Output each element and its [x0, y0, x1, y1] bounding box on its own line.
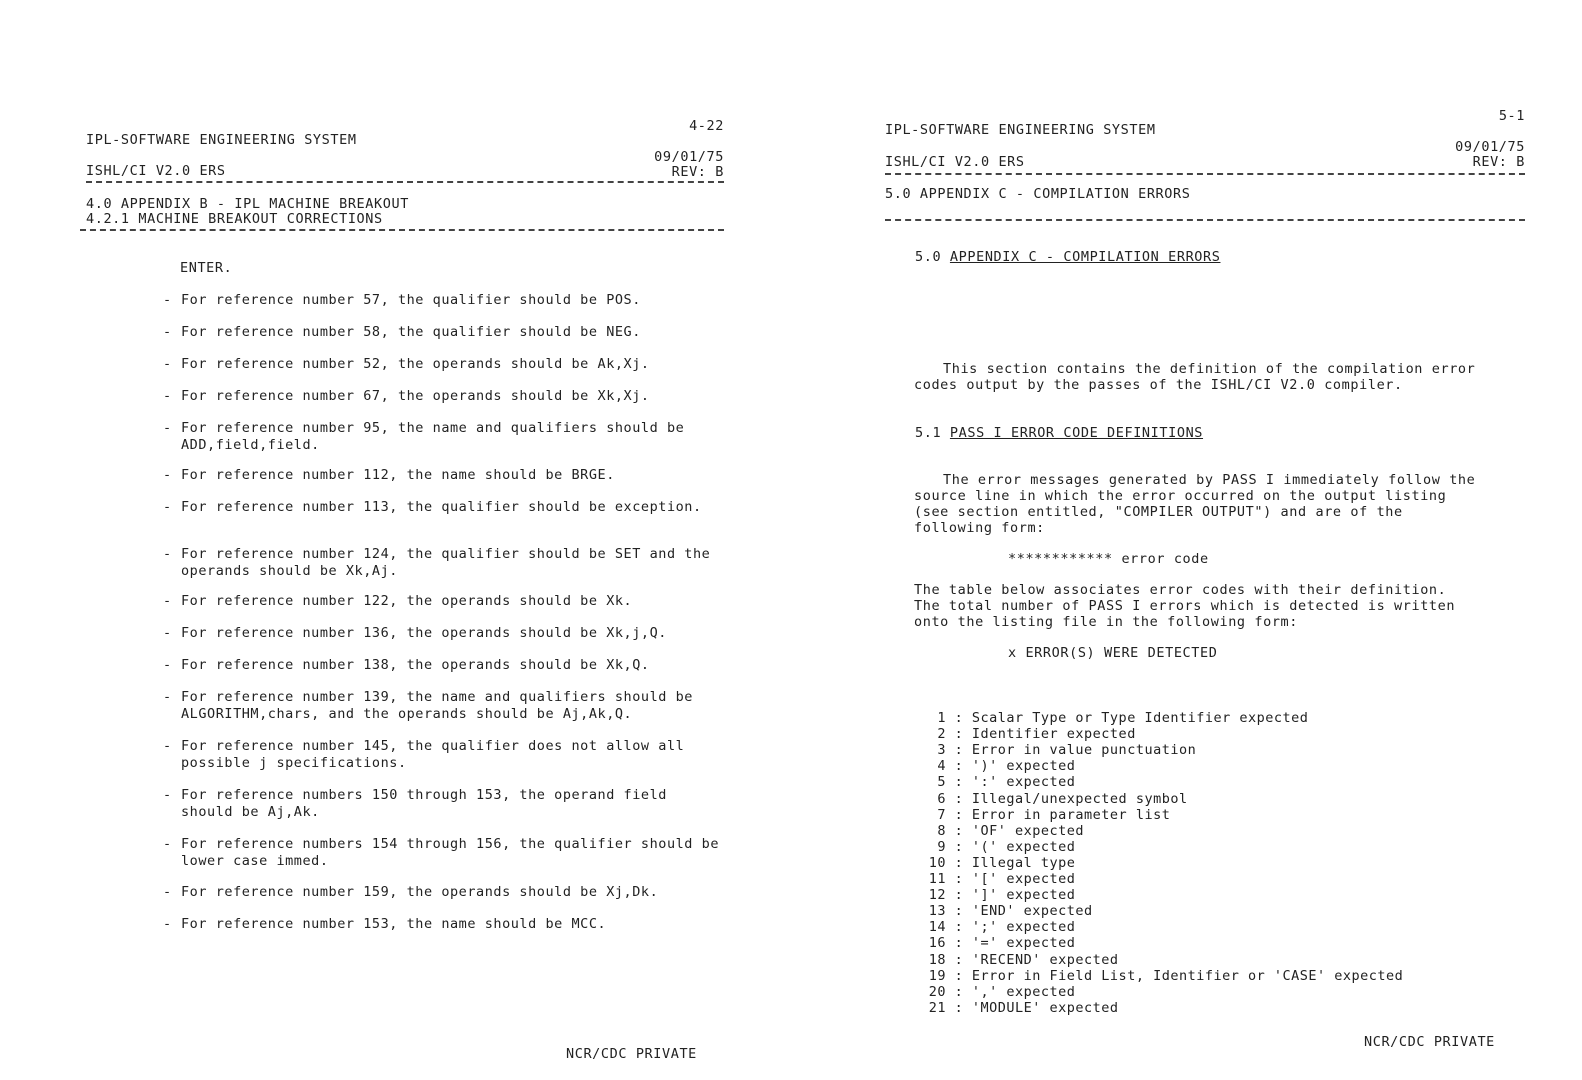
error-code-row	[922, 791, 1188, 807]
separator: :	[946, 854, 972, 871]
error-code-row	[922, 935, 1075, 951]
list-item: - For reference numbers 150 through 153, the operand field should be Aj,Ak.	[163, 787, 667, 820]
error-code-row	[922, 839, 1075, 855]
list-item: - For reference number 139, the name and qualifiers should be ALGORITHM,chars, and the operands should be Aj,Ak,Q.	[163, 689, 693, 722]
list-item-text: For reference number 67, the operands should be Xk,Xj.	[181, 388, 650, 404]
separator: :	[946, 838, 972, 855]
error-code-row	[922, 871, 1075, 887]
error-code-text: '=' expected	[971, 935, 1076, 952]
error-code-row	[922, 968, 1403, 984]
error-code-text: '[' expected	[971, 871, 1076, 887]
detected-example: x ERROR(S) WERE DETECTED	[1008, 645, 1218, 661]
list-item-text: For reference number 57, the qualifier should be POS.	[181, 292, 641, 308]
page-number: 5-1	[1498, 108, 1525, 124]
subsection-heading	[915, 425, 1203, 441]
separator: :	[946, 951, 972, 968]
error-code-text: Identifier expected	[971, 726, 1136, 743]
error-code-number: 16	[928, 935, 946, 952]
error-code-number: 21	[928, 999, 946, 1016]
error-code-number: 1	[937, 710, 946, 726]
separator: :	[946, 887, 972, 904]
error-code-text: ',' expected	[971, 983, 1076, 1000]
error-code-row	[922, 774, 1075, 790]
section-line: 4.0 APPENDIX B - IPL MACHINE BREAKOUT	[86, 196, 409, 212]
error-code-number: 9	[937, 838, 946, 855]
paragraph-line: onto the listing file in the following form:	[914, 614, 1299, 630]
revision: REV: B	[671, 164, 724, 180]
separator: :	[946, 774, 972, 791]
separator: :	[946, 967, 972, 984]
list-item-text: For reference number 58, the qualifier should be NEG.	[181, 324, 641, 340]
separator: :	[946, 822, 972, 839]
error-code-text: '(' expected	[971, 838, 1076, 855]
list-item-text: For reference numbers 154 through 156, the qualifier should be lower case immed.	[181, 836, 720, 869]
list-item: - For reference number 153, the name should be MCC.	[163, 916, 607, 932]
error-code-row	[922, 1000, 1119, 1016]
error-code-text: Illegal type	[971, 854, 1076, 871]
error-code-row	[922, 742, 1196, 758]
list-item-text: For reference number 122, the operands should be Xk.	[181, 593, 633, 609]
error-code-text: ':' expected	[971, 774, 1076, 791]
list-item-text: For reference number 153, the name should be MCC.	[181, 916, 607, 932]
separator: :	[946, 871, 972, 887]
list-item: - For reference number 112, the name should be BRGE.	[163, 467, 615, 483]
error-code-text: Illegal/unexpected symbol	[971, 790, 1188, 807]
error-code-text: ']' expected	[971, 887, 1076, 904]
error-code-number: 3	[937, 742, 946, 759]
error-code-row	[922, 710, 1308, 726]
paragraph-line: The table below associates error codes with their definition.	[914, 582, 1447, 598]
separator: :	[946, 919, 972, 936]
separator: :	[946, 903, 972, 920]
list-item-text: For reference number 52, the operands should be Ak,Xj.	[181, 356, 650, 372]
separator: :	[946, 935, 972, 952]
list-item-text: For reference number 138, the operands should be Xk,Q.	[181, 657, 650, 673]
intro-line: codes output by the passes of the ISHL/CI V2.0 compiler.	[914, 377, 1403, 393]
list-item: - For reference numbers 154 through 156, the qualifier should be lower case immed.	[163, 836, 720, 869]
enter-text: ENTER.	[180, 260, 233, 276]
section-number: 5.0	[915, 249, 942, 265]
list-item: - For reference number 138, the operands should be Xk,Q.	[163, 657, 650, 673]
date: 09/01/75	[654, 149, 724, 165]
separator: :	[946, 983, 972, 1000]
subsection-title: PASS I ERROR CODE DEFINITIONS	[949, 425, 1204, 441]
error-code-row	[922, 758, 1075, 774]
error-form-example: ************ error code	[1008, 551, 1209, 567]
error-code-text: 'MODULE' expected	[971, 999, 1119, 1016]
error-code-row	[922, 919, 1075, 935]
error-code-number: 11	[928, 871, 946, 887]
separator: :	[946, 790, 972, 807]
paragraph-line: (see section entitled, "COMPILER OUTPUT") and are of the	[914, 504, 1403, 520]
error-code-text: Scalar Type or Type Identifier expected	[971, 710, 1309, 726]
error-code-number: 10	[928, 854, 946, 871]
list-item-text: For reference number 124, the qualifier should be SET and the operands should be Xk,Aj.	[181, 546, 711, 579]
list-item: - For reference number 159, the operands should be Xj,Dk.	[163, 884, 659, 900]
error-code-row	[922, 887, 1075, 903]
subsection-number: 5.1	[915, 425, 942, 441]
list-item-text: For reference number 112, the name should be BRGE.	[181, 467, 615, 483]
separator: :	[946, 726, 972, 743]
revision: REV: B	[1472, 154, 1525, 170]
list-item-text: For reference number 159, the operands should be Xj,Dk.	[181, 884, 659, 900]
separator: :	[946, 758, 972, 775]
error-code-number: 7	[937, 806, 946, 823]
error-code-number: 4	[937, 758, 946, 775]
footer: NCR/CDC PRIVATE	[566, 1046, 697, 1062]
page-number: 4-22	[689, 118, 724, 134]
doc-id: ISHL/CI V2.0 ERS	[86, 163, 226, 179]
separator: :	[946, 710, 972, 726]
divider	[80, 229, 724, 231]
error-code-number: 8	[937, 822, 946, 839]
list-item: - For reference number 136, the operands should be Xk,j,Q.	[163, 625, 667, 641]
list-item: - For reference number 58, the qualifier should be NEG.	[163, 324, 641, 340]
error-code-row	[922, 952, 1119, 968]
list-item-text: For reference number 95, the name and qualifiers should be ADD,field,field.	[181, 420, 685, 453]
error-code-row	[922, 823, 1084, 839]
error-code-number: 13	[928, 903, 946, 920]
error-code-row	[922, 903, 1093, 919]
error-code-row	[922, 807, 1170, 823]
error-code-number: 19	[928, 967, 946, 984]
paragraph-line: The error messages generated by PASS I immediately follow the	[943, 472, 1476, 488]
intro-line: This section contains the definition of the compilation error	[943, 361, 1476, 377]
section-title: APPENDIX C - COMPILATION ERRORS	[949, 249, 1221, 265]
error-code-number: 18	[928, 951, 946, 968]
list-item: - For reference number 122, the operands should be Xk.	[163, 593, 633, 609]
paragraph-line: source line in which the error occurred on the output listing	[914, 488, 1447, 504]
error-code-number: 6	[937, 790, 946, 807]
divider	[86, 181, 724, 183]
right-page	[791, 0, 1582, 1080]
error-code-text: Error in Field List, Identifier or 'CASE' expected	[971, 967, 1404, 984]
list-item: - For reference number 113, the qualifier should be exception.	[163, 499, 702, 515]
error-code-row	[922, 855, 1075, 871]
system-title: IPL-SOFTWARE ENGINEERING SYSTEM	[86, 132, 357, 148]
error-code-number: 14	[928, 919, 946, 936]
error-code-row	[922, 726, 1136, 742]
separator: :	[946, 999, 972, 1016]
footer: NCR/CDC PRIVATE	[1364, 1034, 1495, 1050]
list-item: - For reference number 57, the qualifier should be POS.	[163, 292, 641, 308]
paragraph-line: The total number of PASS I errors which is detected is written	[914, 598, 1456, 614]
section-header: 5.0 APPENDIX C - COMPILATION ERRORS	[885, 186, 1191, 202]
error-code-text: 'END' expected	[971, 903, 1093, 920]
list-item-text: For reference number 136, the operands should be Xk,j,Q.	[181, 625, 667, 641]
error-code-row	[922, 984, 1075, 1000]
list-item-text: For reference number 139, the name and qualifiers should be ALGORITHM,chars, and the operands should be Aj,Ak,Q.	[181, 689, 693, 722]
list-item: - For reference number 95, the name and qualifiers should be ADD,field,field.	[163, 420, 685, 453]
separator: :	[946, 742, 972, 759]
divider	[885, 219, 1525, 221]
list-item-text: For reference numbers 150 through 153, the operand field should be Aj,Ak.	[181, 787, 667, 820]
error-code-number: 2	[937, 726, 946, 743]
list-item: - For reference number 124, the qualifier should be SET and the operands should be Xk,Aj.	[163, 546, 711, 579]
list-item-text: For reference number 145, the qualifier does not allow all possible j specifications.	[181, 738, 685, 771]
list-item: - For reference number 145, the qualifier does not allow all possible j specifications.	[163, 738, 685, 771]
error-code-text: Error in value punctuation	[971, 742, 1197, 759]
date: 09/01/75	[1455, 139, 1525, 155]
system-title: IPL-SOFTWARE ENGINEERING SYSTEM	[885, 122, 1156, 138]
list-item: - For reference number 67, the operands should be Xk,Xj.	[163, 388, 650, 404]
error-code-number: 20	[928, 983, 946, 1000]
error-code-text: 'RECEND' expected	[971, 951, 1119, 968]
list-item: - For reference number 52, the operands should be Ak,Xj.	[163, 356, 650, 372]
error-code-number: 12	[928, 887, 946, 904]
error-code-number: 5	[937, 774, 946, 791]
list-item-text: For reference number 113, the qualifier should be exception.	[181, 499, 702, 515]
separator: :	[946, 806, 972, 823]
doc-id: ISHL/CI V2.0 ERS	[885, 154, 1025, 170]
error-code-text: ')' expected	[971, 758, 1076, 775]
section-heading	[915, 249, 1220, 265]
divider	[885, 173, 1525, 175]
paragraph-line: following form:	[914, 520, 1045, 536]
error-code-text: Error in parameter list	[971, 806, 1171, 823]
error-code-text: ';' expected	[971, 919, 1076, 936]
subsection-line: 4.2.1 MACHINE BREAKOUT CORRECTIONS	[86, 211, 383, 227]
error-code-text: 'OF' expected	[971, 822, 1085, 839]
